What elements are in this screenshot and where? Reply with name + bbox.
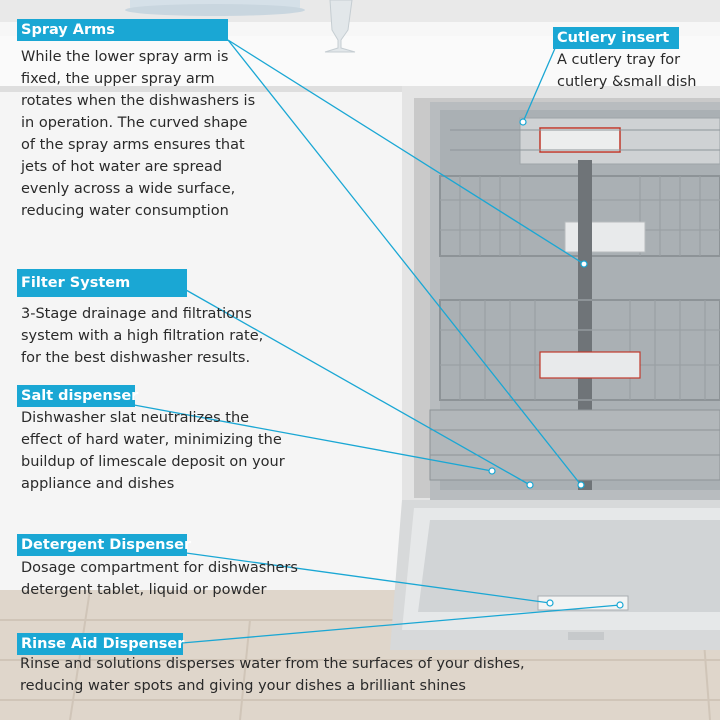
salt-dispenser-description: Dishwasher slat neutralizes the effect of hard water, minimizing the buildup of limescale deposit on your appliance and dishes (21, 410, 285, 492)
rinse-aid-dispenser-description: Rinse and solutions disperses water from the surfaces of your dishes, reducing water spots and giving your dishes a brilliant shines (20, 656, 525, 694)
filter-system-label: Filter System (17, 269, 187, 297)
filter-system-description: 3-Stage drainage and filtrations system with a high filtration rate, for the best dishwasher results. (21, 306, 264, 366)
spray-arms-description: While the lower spray arm is fixed, the upper spray arm rotates when the dishwashers is in operation. The curved shape of the spray arms ensures that jets of hot water are spread evenly across a wide surface, reducing water consumption (21, 49, 256, 219)
cutlery-insert-label: Cutlery insert (553, 27, 679, 49)
rinse-aid-dispenser-label: Rinse Aid Dispenser (17, 633, 183, 655)
salt-dispenser-label: Salt dispenser (17, 385, 135, 407)
spray-arms-label: Spray Arms (17, 19, 228, 41)
cutlery-insert-description: A cutlery tray for cutlery &small dish (557, 52, 697, 90)
detergent-dispenser-label: Detergent Dispenser (17, 534, 187, 556)
detergent-dispenser-description: Dosage compartment for dishwashers detergent tablet, liquid or powder (21, 560, 298, 598)
